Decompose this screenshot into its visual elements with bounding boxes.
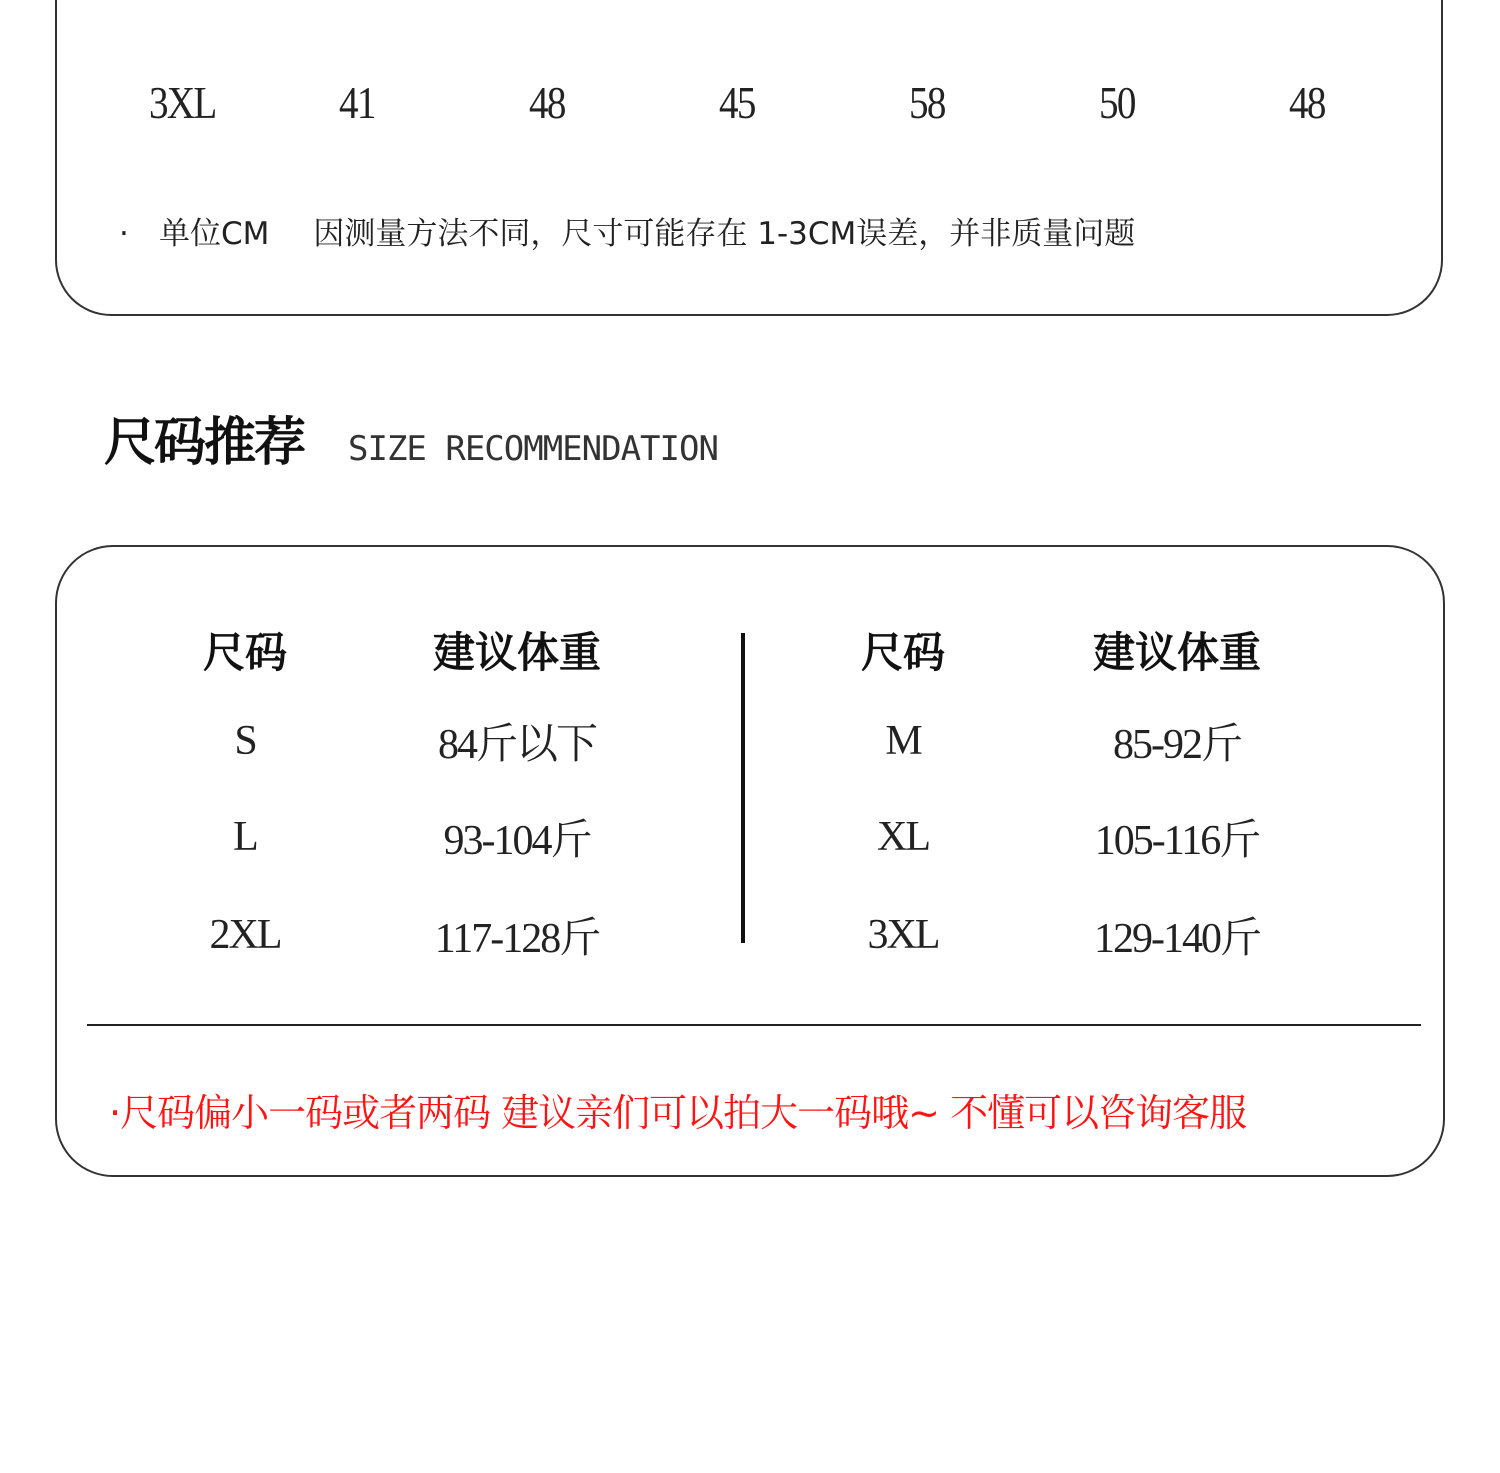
left-header-size: 尺码	[202, 628, 287, 677]
left-size-3: 2XL	[209, 912, 281, 958]
right-size-1: M	[885, 718, 921, 764]
left-header-weight: 建议体重	[432, 628, 601, 677]
section-heading	[104, 408, 718, 478]
row-value: 45	[719, 77, 755, 128]
heading-title-en: SIZE RECOMMENDATION	[348, 429, 718, 469]
size-advice-text: ·尺码偏小一码或者两码 建议亲们可以拍大一码哦~ 不懂可以咨询客服	[109, 1091, 1247, 1135]
note-unit: 单位CM	[159, 216, 270, 252]
heading-title-zh: 尺码推荐	[104, 413, 305, 473]
row-size: 3XL	[149, 77, 216, 128]
left-size-1: S	[234, 718, 256, 764]
left-weight-1: 84斤以下	[437, 722, 596, 768]
note-bullet: ·	[119, 216, 129, 252]
right-size-2: XL	[877, 814, 929, 860]
right-weight-2: 105-116斤	[1094, 818, 1260, 864]
right-weight-1: 85-92斤	[1113, 722, 1241, 768]
row-value: 58	[909, 77, 945, 128]
row-value: 50	[1099, 77, 1135, 128]
row-value: 48	[1289, 77, 1325, 128]
measurement-card	[55, 0, 1443, 316]
row-value: 48	[529, 77, 565, 128]
right-header-weight: 建议体重	[1092, 628, 1261, 677]
unit-note	[119, 214, 1135, 254]
right-weight-3: 129-140斤	[1094, 916, 1260, 962]
table-row	[57, 68, 1445, 138]
right-size-3: 3XL	[867, 912, 939, 958]
horizontal-divider	[87, 1024, 1421, 1026]
left-size-2: L	[233, 814, 257, 860]
right-header-size: 尺码	[860, 628, 945, 677]
note-text: 因测量方法不同，尺寸可能存在 1-3CM误差，并非质量问题	[313, 216, 1136, 252]
left-weight-3: 117-128斤	[434, 916, 600, 962]
column-divider	[741, 633, 745, 943]
size-recommendation-card	[55, 545, 1445, 1177]
left-weight-2: 93-104斤	[443, 818, 591, 864]
row-value: 41	[339, 77, 375, 128]
